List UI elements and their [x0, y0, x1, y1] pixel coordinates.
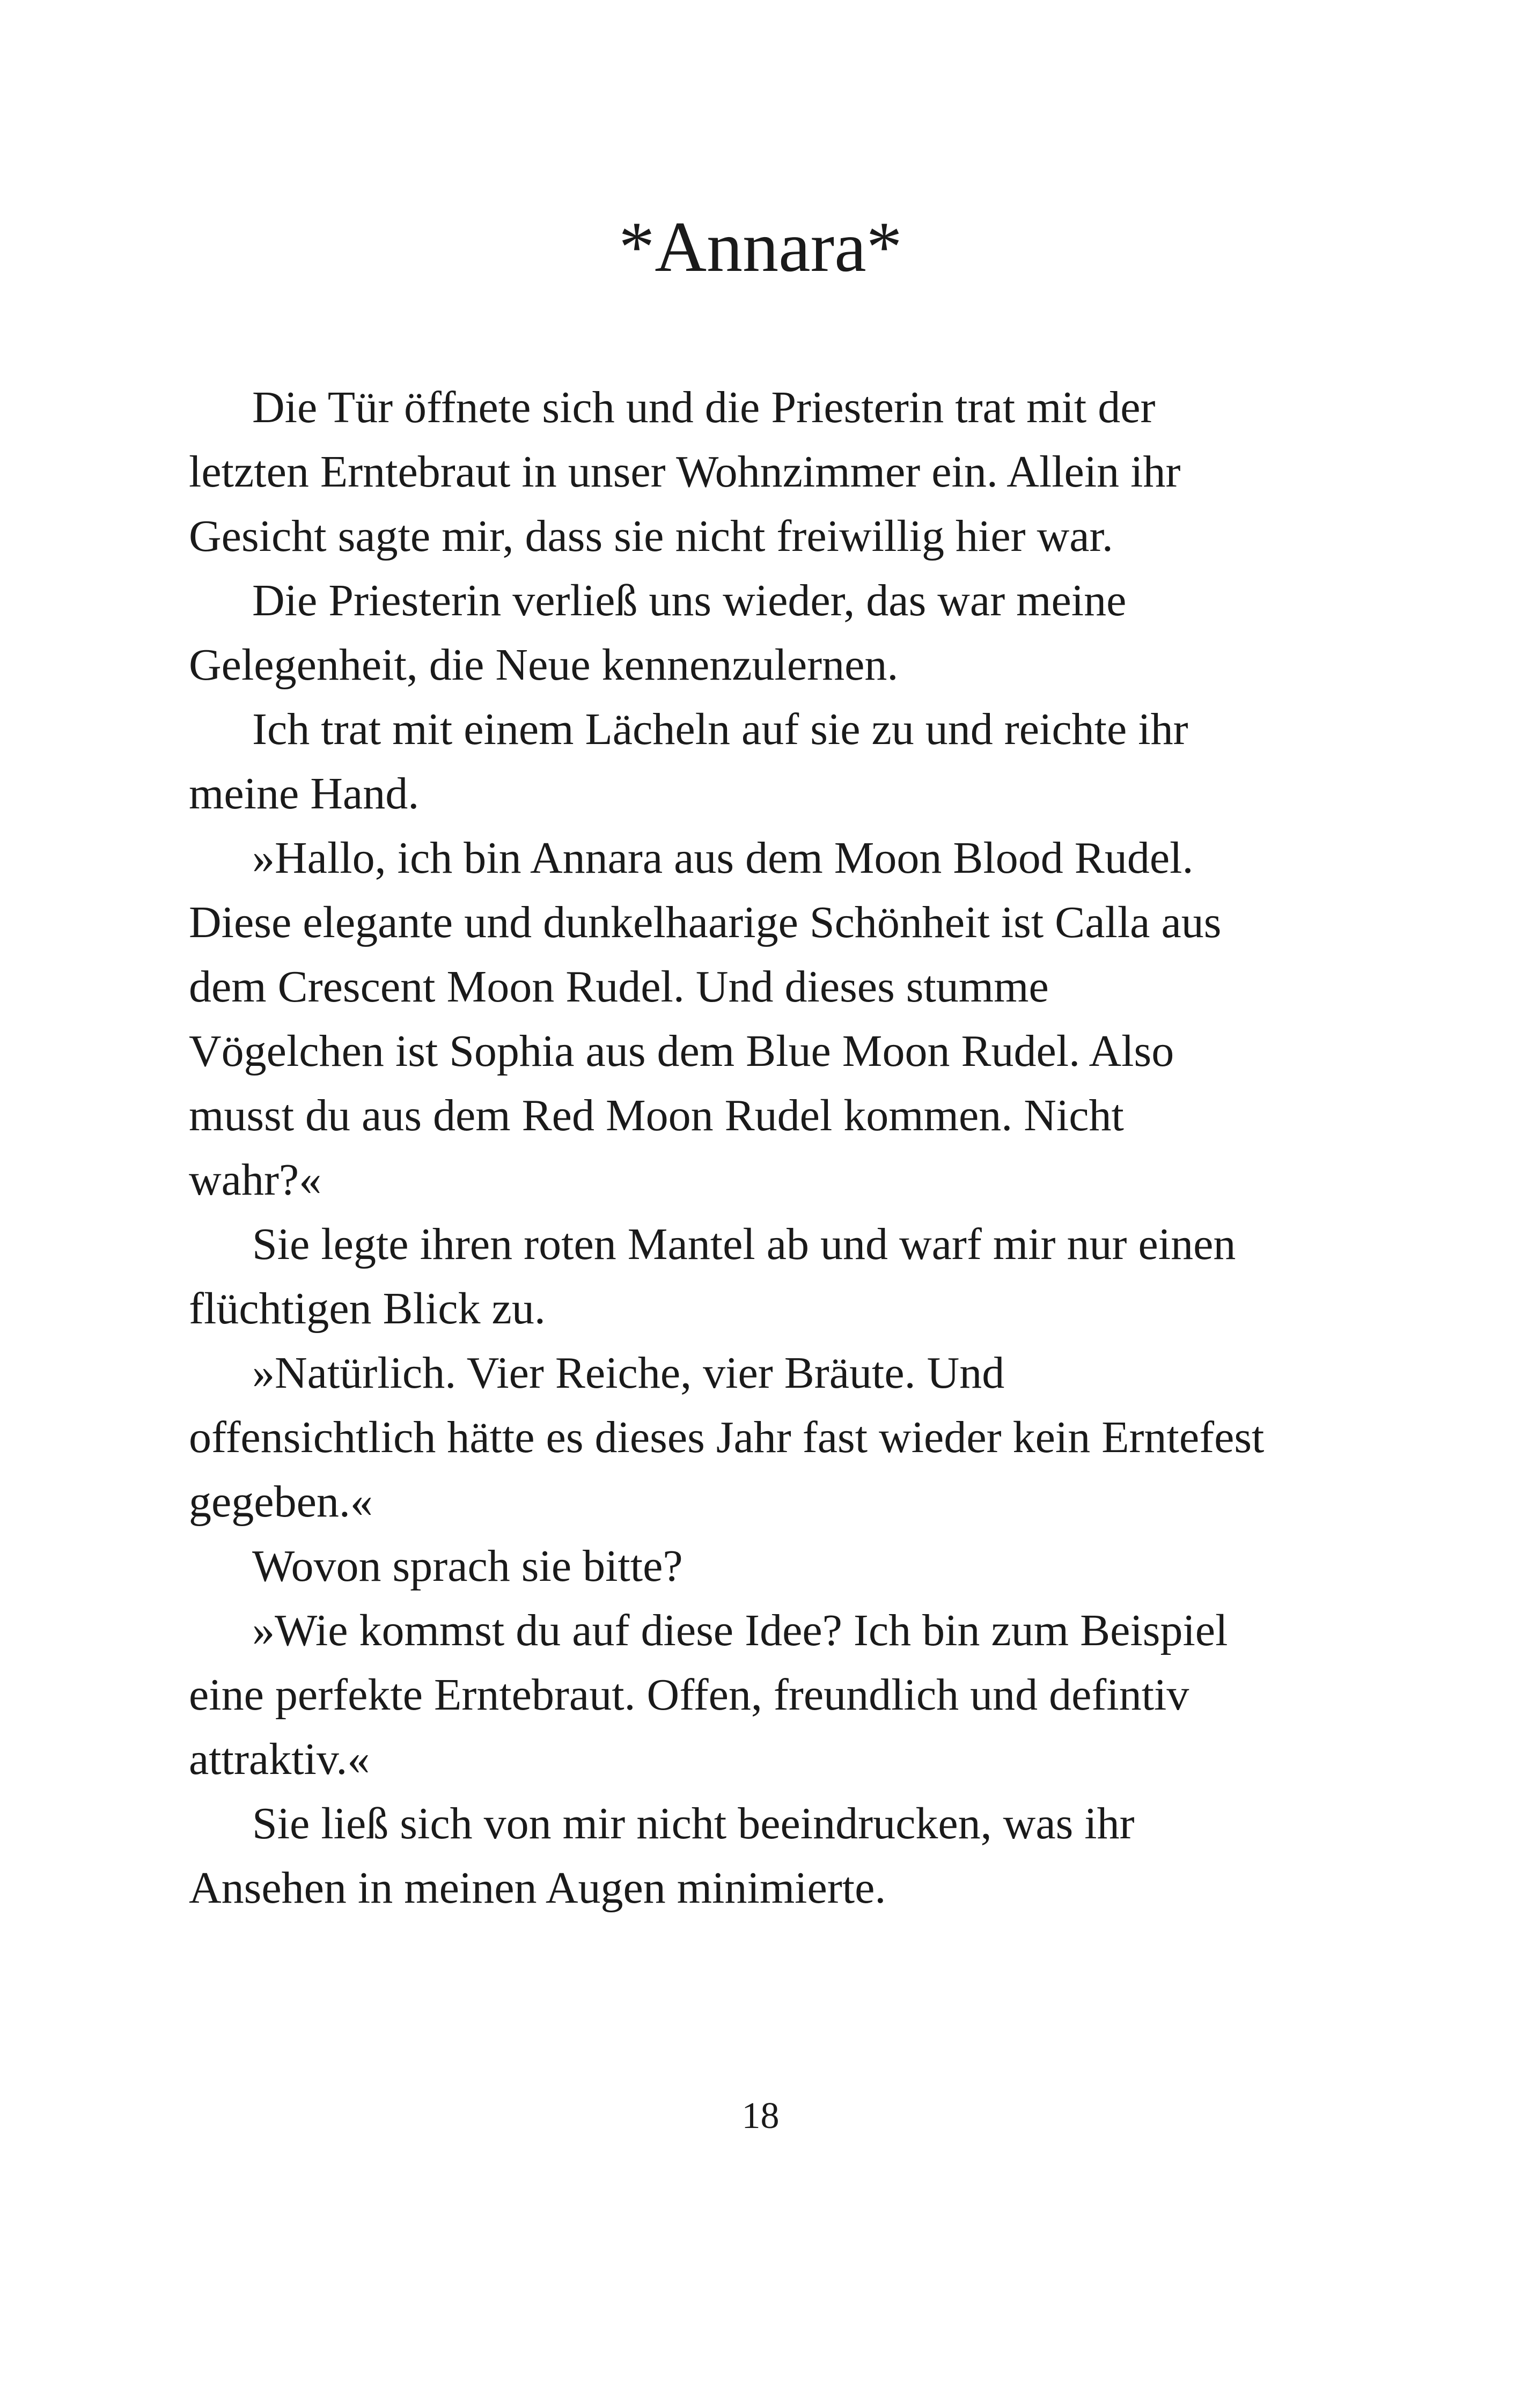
text-line: dem Crescent Moon Rudel. Und dieses stumme — [189, 962, 1049, 1012]
text-line: Diese elegante und dunkelhaarige Schönheit ist Calla aus — [189, 897, 1222, 947]
text-line: »Wie kommst du auf diese Idee? Ich bin zum Beispiel — [252, 1606, 1228, 1655]
text-line: letzten Erntebraut in unser Wohnzimmer ein. Allein ihr — [189, 447, 1181, 497]
text-line: Sie legte ihren roten Mantel ab und warf mir nur einen — [252, 1219, 1236, 1269]
chapter-title: *Annara* — [619, 207, 902, 286]
text-line: offensichtlich hätte es dieses Jahr fast wieder kein Erntefest — [189, 1412, 1265, 1462]
text-line: Ansehen in meinen Augen minimierte. — [189, 1863, 886, 1913]
text-line: Sie ließ sich von mir nicht beeindrucken, was ihr — [252, 1799, 1135, 1849]
text-line: »Hallo, ich bin Annara aus dem Moon Blood Rudel. — [252, 833, 1194, 883]
text-line: Wovon sprach sie bitte? — [252, 1541, 683, 1591]
text-line: Die Priesterin verließ uns wieder, das war meine — [252, 576, 1127, 625]
text-line: Die Tür öffnete sich und die Priesterin trat mit der — [252, 382, 1156, 432]
text-line: Vögelchen ist Sophia aus dem Blue Moon Rudel. Also — [189, 1026, 1174, 1076]
text-line: Gelegenheit, die Neue kennenzulernen. — [189, 640, 899, 690]
page-number: 18 — [741, 2095, 780, 2137]
text-line: gegeben.« — [189, 1477, 373, 1527]
body-text — [189, 375, 1321, 1920]
text-line: meine Hand. — [189, 769, 420, 819]
text-line: wahr?« — [189, 1155, 322, 1205]
text-line: musst du aus dem Red Moon Rudel kommen. Nicht — [189, 1091, 1124, 1140]
text-line: Gesicht sagte mir, dass sie nicht freiwillig hier war. — [189, 511, 1113, 561]
text-line: flüchtigen Blick zu. — [189, 1284, 546, 1334]
text-line: eine perfekte Erntebraut. Offen, freundlich und defintiv — [189, 1670, 1189, 1720]
text-line: attraktiv.« — [189, 1734, 370, 1784]
text-line: »Natürlich. Vier Reiche, vier Bräute. Und — [252, 1348, 1005, 1398]
text-line: Ich trat mit einem Lächeln auf sie zu und reichte ihr — [252, 704, 1188, 754]
